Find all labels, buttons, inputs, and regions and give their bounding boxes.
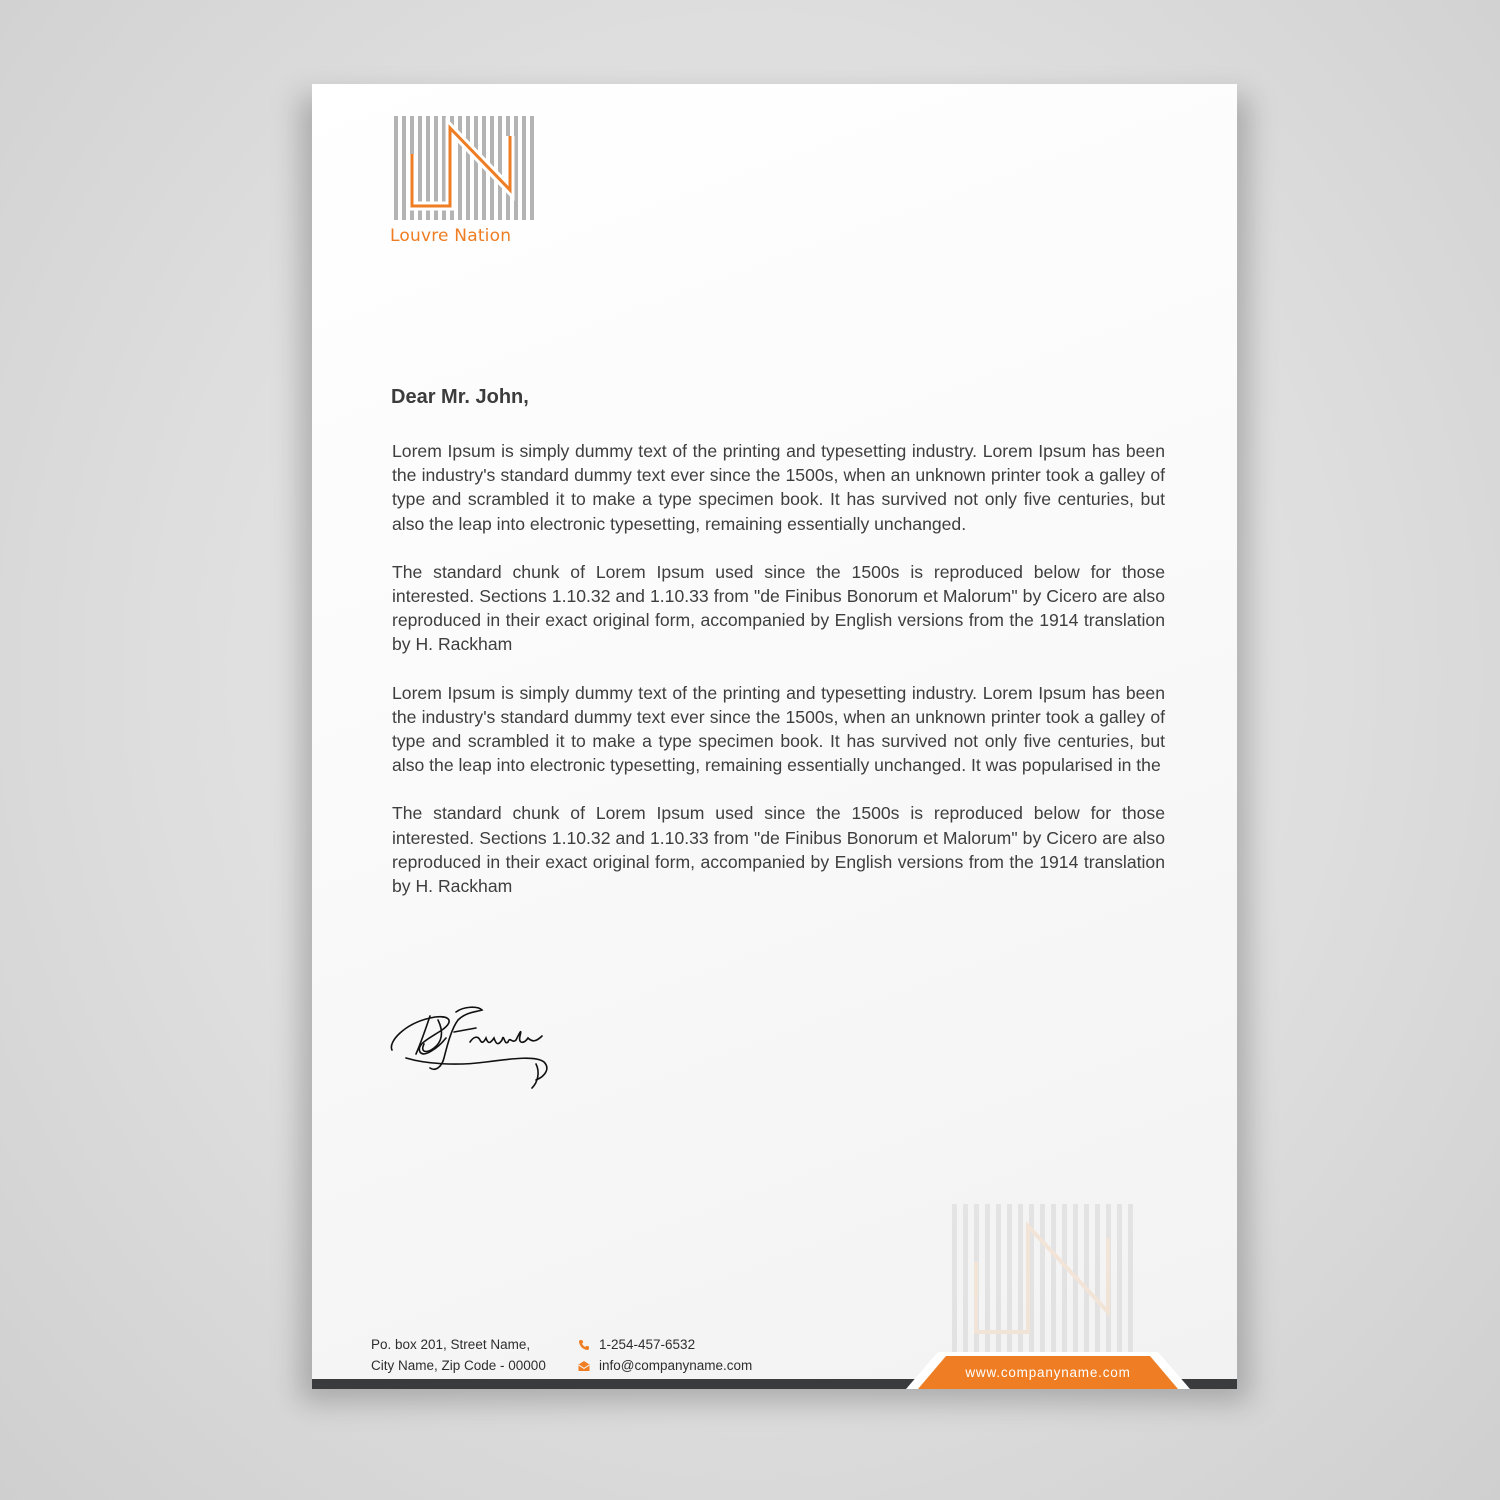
signature bbox=[386, 1002, 566, 1094]
paragraph-1: Lorem Ipsum is simply dummy text of the printing and typesetting industry. Lorem Ipsum has been the industry's standard dummy text ever since the 1500s, when an unknown printer took a galley of type and scrambled it to make a type specimen book. It has survived not only five centuries, but also the leap into electronic typesetting, remaining essentially unchanged. bbox=[392, 441, 1165, 534]
envelope-icon bbox=[578, 1360, 590, 1372]
brand-name: Louvre Nation bbox=[390, 226, 512, 246]
website-tab bbox=[906, 1352, 1190, 1389]
watermark-logo bbox=[948, 1204, 1142, 1356]
address-line-2: City Name, Zip Code - 00000 bbox=[371, 1358, 546, 1373]
email-address[interactable]: info@companyname.com bbox=[599, 1358, 753, 1373]
louvre-logo-icon bbox=[390, 114, 540, 224]
email-row bbox=[578, 1355, 752, 1376]
paragraph-2: The standard chunk of Lorem Ipsum used since the 1500s is reproduced below for those interested. Sections 1.10.32 and 1.10.33 from "de Finibus Bonorum et Malorum" by Cicero are also reproduced in their exact original form, accompanied by English versions from the 1914 translation by H. Rackham bbox=[392, 561, 1165, 655]
watermark-logo-icon bbox=[948, 1204, 1142, 1356]
letterhead-sheet bbox=[312, 84, 1237, 1389]
phone-icon bbox=[578, 1339, 590, 1351]
footer-address bbox=[371, 1334, 546, 1376]
brand-logo bbox=[390, 114, 540, 254]
letter-body bbox=[392, 439, 1165, 922]
paragraph-3: Lorem Ipsum is simply dummy text of the printing and typesetting industry. Lorem Ipsum has been the industry's standard dummy text ever since the 1500s, when an unknown printer took a galley of type and scrambled it to make a type specimen book. It has survived not only five centuries, but also the leap into electronic typesetting, remaining essentially unchanged. It was popularised in the bbox=[392, 682, 1165, 776]
footer-contact bbox=[578, 1334, 752, 1376]
signature-image bbox=[386, 1002, 566, 1094]
salutation: Dear Mr. John, bbox=[391, 386, 529, 408]
paragraph-4: The standard chunk of Lorem Ipsum used since the 1500s is reproduced below for those interested. Sections 1.10.32 and 1.10.33 from "de Finibus Bonorum et Malorum" by Cicero are also reproduced in their exact original form, accompanied by English versions from the 1914 translation by H. Rackham bbox=[392, 803, 1165, 897]
phone-number[interactable]: 1-254-457-6532 bbox=[599, 1337, 696, 1352]
address-line-1: Po. box 201, Street Name, bbox=[371, 1337, 531, 1352]
phone-row bbox=[578, 1334, 752, 1355]
website-link[interactable]: www.companyname.com bbox=[965, 1365, 1131, 1380]
